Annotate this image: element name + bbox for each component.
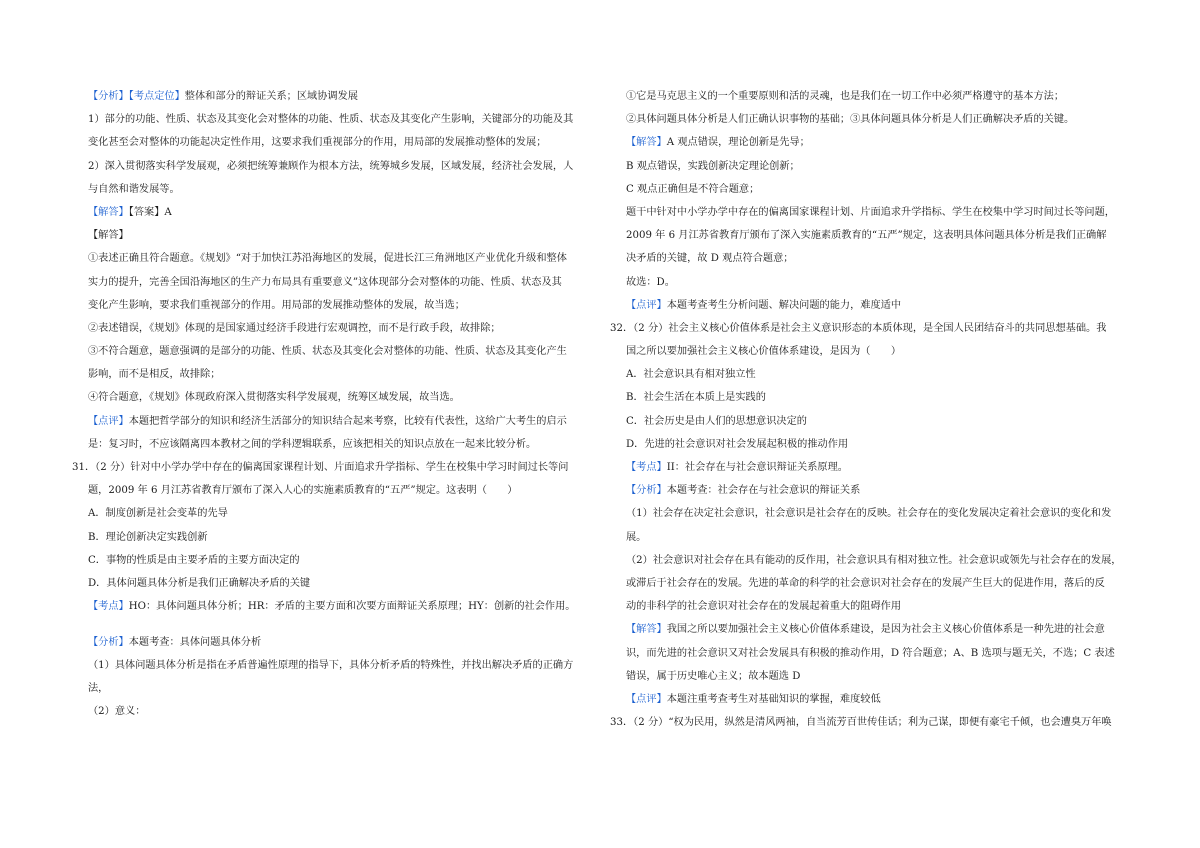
line-text: ①表述正确且符合题意。《规划》“对于加快江苏沿海地区的发展，促进长江三角洲地区产业优化升级和整体	[88, 253, 567, 265]
text-line	[610, 717, 1130, 728]
line-text: 【答案】A	[128, 206, 172, 218]
line-text: 【解答】	[88, 230, 129, 242]
line-text: 2）深入贯彻落实科学发展观，必须把统筹兼顾作为根本方法，统筹城乡发展，区域发展，经济社会发展，人	[88, 160, 574, 172]
text-line	[610, 485, 1130, 496]
line-text: C 观点正确但是不符合题意；	[626, 183, 760, 195]
line-text: 本题把哲学部分的知识和经济生活部分的知识结合起来考察，比较有代表性，这给广大考生的启示	[128, 415, 567, 427]
text-line	[72, 601, 592, 612]
line-text: ④符合题意，《规划》体现政府深入贯彻落实科学发展观，统筹区域发展，故当选。	[88, 392, 460, 404]
text-line	[610, 346, 1130, 357]
text-line	[610, 671, 1130, 682]
text-line	[72, 392, 592, 403]
text-line	[72, 485, 592, 496]
line-text: 展。	[626, 531, 647, 543]
text-line	[610, 369, 1130, 380]
line-text: D．具体问题具体分析是我们正确解决矛盾的关键	[88, 577, 311, 589]
section-tag: 【分析】	[626, 485, 667, 497]
line-text: 32．（2 分）社会主义核心价值体系是社会主义意识形态的本质体现，是全国人民团结奋斗的共同思想基础。我	[610, 322, 1107, 334]
text-line	[610, 300, 1130, 311]
line-text: 31．（2 分）针对中小学办学中存在的偏离国家课程计划、片面追求升学指标、学生在校集中学习时间过长等问	[72, 462, 569, 473]
text-line	[72, 416, 592, 427]
text-line	[72, 137, 592, 148]
section-tag: 【分析】	[88, 636, 129, 648]
text-line	[610, 578, 1130, 589]
line-text: A．制度创新是社会变革的先导	[88, 508, 228, 520]
text-line	[610, 694, 1130, 705]
text-line	[610, 277, 1130, 288]
text-line	[72, 439, 592, 450]
section-tag: 【解答】	[88, 206, 129, 218]
line-text: 或滞后于社会存在的发展。先进的革命的科学的社会意识对社会存在的发展产生巨大的促进作用，落后的反	[626, 577, 1105, 589]
text-line	[72, 706, 592, 717]
line-text: 影响，而不是相反，故排除；	[88, 369, 221, 381]
text-line	[72, 660, 592, 671]
line-text: ③不符合题意，题意强调的是部分的功能、性质、状态及其变化会对整体的功能、性质、状态及其变化产生	[88, 346, 567, 358]
line-text: 1）部分的功能、性质、状态及其变化会对整体的功能、性质、状态及其变化产生影响，关键部分的功能及其	[88, 114, 574, 126]
text-line	[72, 161, 592, 172]
line-text: 与自然和谐发展等。	[88, 183, 180, 195]
text-line	[72, 578, 592, 589]
line-text: （2）意义：	[88, 706, 146, 718]
text-line	[72, 91, 592, 102]
line-text: 变化甚至会对整体的功能起决定性作用，这要求我们重视部分的作用，用局部的发展推动整体的发展；	[88, 137, 547, 149]
line-text: 本题考查考生分析问题、解决问题的能力，难度适中	[666, 299, 902, 311]
text-line	[72, 532, 592, 543]
blank-line	[72, 624, 592, 636]
text-line	[610, 462, 1130, 473]
line-text: （1）社会存在决定社会意识，社会意识是社会存在的反映。社会存在的变化发展决定着社会意识的变化和发	[626, 508, 1112, 520]
line-text: A．社会意识具有相对独立性	[626, 369, 756, 381]
line-text: B．理论创新决定实践创新	[88, 531, 208, 543]
line-text: ②表述错误，《规划》体现的是国家通过经济手段进行宏观调控，而不是行政手段，故排除；	[88, 322, 501, 334]
line-text: D．先进的社会意识对社会发展起积极的推动作用	[626, 438, 849, 450]
line-text: 决矛盾的关键，故 D 观点符合题意；	[626, 253, 794, 265]
text-line	[72, 508, 592, 519]
text-line	[610, 91, 1130, 102]
text-line	[610, 601, 1130, 612]
line-text: 我国之所以要加强社会主义核心价值体系建设，是因为社会主义核心价值体系是一种先进的社会意	[666, 624, 1105, 636]
line-text: 题干中针对中小学办学中存在的偏离国家课程计划、片面追求升学指标、学生在校集中学习时间过长等问题，	[626, 206, 1115, 218]
line-text: ①它是马克思主义的一个重要原则和活的灵魂，也是我们在一切工作中必须严格遵守的基本方法；	[626, 91, 1065, 102]
text-line	[72, 230, 592, 241]
section-tag: 【点评】	[626, 693, 667, 705]
text-line	[72, 555, 592, 566]
section-tag: 【点评】	[626, 299, 667, 311]
line-text: 变化产生影响，要求我们重视部分的作用。用局部的发展推动整体的发展，故当选；	[88, 299, 465, 311]
section-tag: 【解答】	[626, 624, 667, 636]
text-line	[72, 207, 592, 218]
text-line	[72, 323, 592, 334]
line-text: 2009 年 6 月江苏省教育厅颁布了深入实施素质教育的“五严”规定，这表明具体问题具体分析是我们正确解	[626, 230, 1107, 242]
line-text: 是：复习时，不应该隔离四本教材之间的学科逻辑联系，应该把相关的知识点放在一起来比较分析。	[88, 438, 537, 450]
line-text: C．事物的性质是由主要矛盾的主要方面决定的	[88, 554, 300, 566]
text-line	[72, 184, 592, 195]
line-text: C．社会历史是由人们的思想意识决定的	[626, 415, 807, 427]
text-line	[72, 637, 592, 648]
line-text: 识，而先进的社会意识又对社会发展具有积极的推动作用，D 符合题意；A、B 选项与题无关，不选；C 表述	[626, 647, 1115, 659]
text-line	[610, 184, 1130, 195]
text-line	[72, 300, 592, 311]
line-text: A 观点错误，理论创新是先导；	[666, 137, 810, 149]
section-tag: 【分析】【考点定位】	[88, 91, 185, 102]
text-line	[610, 532, 1130, 543]
text-line	[610, 253, 1130, 264]
text-line	[610, 207, 1130, 218]
text-line	[610, 161, 1130, 172]
line-text: 整体和部分的辩证关系；区域协调发展	[184, 91, 358, 102]
section-tag: 【解答】	[626, 137, 667, 149]
text-line	[72, 277, 592, 288]
text-line	[610, 624, 1130, 635]
text-line	[72, 683, 592, 694]
right-column	[610, 91, 1130, 740]
text-line	[610, 508, 1130, 519]
line-text: ②具体问题具体分析是人们正确认识事物的基础；③具体问题具体分析是人们正确解决矛盾的关键。	[626, 114, 1075, 126]
text-line	[72, 369, 592, 380]
line-text: B 观点错误，实践创新决定理论创新；	[626, 160, 800, 172]
text-line	[610, 114, 1130, 125]
line-text: 动的非科学的社会意识对社会存在的发展起着重大的阻碍作用	[626, 601, 902, 613]
line-text: 题，2009 年 6 月江苏省教育厅颁布了深入人心的实施素质教育的“五严”规定。这表明（ ）	[88, 485, 518, 497]
text-line	[72, 114, 592, 125]
text-line	[610, 555, 1130, 566]
section-tag: 【考点】	[88, 601, 129, 613]
line-text: HO：具体问题具体分析；HR：矛盾的主要方面和次要方面辩证关系原理；HY：创新的社会作用。	[128, 601, 576, 613]
line-text: 本题注重考查考生对基础知识的掌握，难度较低	[666, 693, 881, 705]
line-text: 33．（2 分）“权为民用，纵然是清风两袖，自当流芳百世传佳话；利为己谋，即便有豪宅千倾，也会遭臭万年唤	[610, 717, 1112, 729]
line-text: 错误，属于历史唯心主义；故本题选 D	[626, 670, 801, 682]
text-line	[610, 648, 1130, 659]
line-text: 实力的提升，完善全国沿海地区的生产力布局具有重要意义”这体现部分会对整体的功能、性质、状态及其	[88, 276, 562, 288]
line-text: II：社会存在与社会意识辩证关系原理。	[666, 462, 848, 473]
text-line	[610, 137, 1130, 148]
section-tag: 【考点】	[626, 462, 667, 473]
line-text: （2）社会意识对社会存在具有能动的反作用，社会意识具有相对独立性。社会意识或领先与社会存在的发展，	[626, 554, 1122, 566]
line-text: 本题考查：具体问题具体分析	[128, 636, 262, 648]
line-text: （1）具体问题具体分析是指在矛盾普遍性原理的指导下，具体分析矛盾的特殊性，并找出解决矛盾的正确方	[88, 659, 574, 671]
section-tag: 【点评】	[88, 415, 129, 427]
line-text: 国之所以要加强社会主义核心价值体系建设，是因为（ ）	[626, 346, 902, 358]
text-line	[610, 230, 1130, 241]
left-column	[72, 91, 592, 729]
text-line	[72, 346, 592, 357]
text-line	[610, 323, 1130, 334]
text-line	[72, 253, 592, 264]
text-line	[610, 439, 1130, 450]
line-text: 本题考查：社会存在与社会意识的辩证关系	[666, 485, 861, 497]
text-line	[610, 416, 1130, 427]
line-text: 法，	[88, 682, 109, 694]
text-line	[72, 462, 592, 473]
line-text: 故选：D。	[626, 276, 675, 288]
line-text: B．社会生活在本质上是实践的	[626, 392, 766, 404]
text-line	[610, 392, 1130, 403]
